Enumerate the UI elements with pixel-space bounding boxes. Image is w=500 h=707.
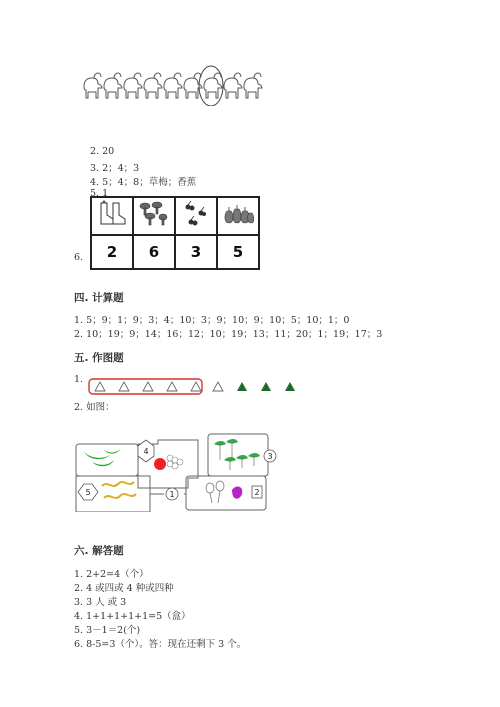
answer-5: 5. 1 bbox=[90, 188, 109, 199]
count-socks: 2 bbox=[91, 235, 133, 269]
triangle-row bbox=[88, 378, 303, 396]
grapes-icon bbox=[167, 455, 183, 469]
filled-triangle-icon bbox=[237, 382, 247, 391]
dog-icon bbox=[124, 73, 142, 98]
section-4-heading: 四. 计算题 bbox=[74, 292, 124, 304]
pear-cell bbox=[217, 197, 259, 235]
section-6-line-4: 4. 1+1+1+1+1=5（盒） bbox=[74, 611, 191, 622]
hollow-triangle-icon bbox=[95, 382, 105, 391]
answer-2: 2. 20 bbox=[90, 146, 115, 157]
label-5: 5 bbox=[85, 488, 91, 497]
section-6-line-1: 1. 2+2=4（个） bbox=[74, 569, 149, 580]
label-4: 4 bbox=[143, 447, 149, 456]
dog-icon bbox=[204, 73, 222, 98]
purple-balloon-icon bbox=[232, 487, 242, 499]
answer-3: 3. 2；4；3 bbox=[90, 163, 140, 174]
section-6-heading: 六. 解答题 bbox=[74, 545, 124, 557]
mushroom-cell bbox=[133, 197, 175, 235]
circled-dog-ring bbox=[199, 66, 223, 106]
answer-6-label: 6. bbox=[74, 252, 84, 263]
vegetables-icon bbox=[84, 449, 120, 466]
hollow-triangle-icon bbox=[213, 382, 223, 391]
label-1: 1 bbox=[169, 490, 175, 499]
count-pears: 5 bbox=[217, 235, 259, 269]
dog-icon bbox=[164, 73, 182, 98]
section-5-line-1-label: 1. bbox=[74, 374, 84, 385]
count-cherries: 3 bbox=[175, 235, 217, 269]
classification-diagram bbox=[74, 432, 284, 512]
dog-icon bbox=[84, 73, 102, 98]
label-2: 2 bbox=[254, 488, 260, 497]
dog-icon bbox=[244, 73, 262, 98]
filled-triangle-icon bbox=[285, 382, 295, 391]
region-vegetables bbox=[76, 444, 138, 476]
cherry-icon bbox=[179, 199, 213, 229]
socks-icon bbox=[95, 199, 129, 229]
balloons-icon bbox=[206, 481, 224, 503]
hollow-triangle-icon bbox=[143, 382, 153, 391]
dog-row-illustration bbox=[80, 62, 270, 106]
count-mushrooms: 6 bbox=[133, 235, 175, 269]
section-6-line-6: 6. 8-5=3（个）。答：现在还剩下 3 个。 bbox=[74, 639, 247, 650]
pear-icon bbox=[221, 199, 255, 229]
hollow-triangle-icon bbox=[191, 382, 201, 391]
dog-icon bbox=[144, 73, 162, 98]
mushroom-icon bbox=[137, 199, 171, 229]
hollow-triangle-icon bbox=[119, 382, 129, 391]
cherry-cell bbox=[175, 197, 217, 235]
hollow-triangle-icon bbox=[167, 382, 177, 391]
socks-cell bbox=[91, 197, 133, 235]
section-4-line-1: 1. 5；9；1；9；3；4；10；3；9；10；9；10；5；10；1；0 bbox=[74, 315, 350, 326]
section-6-line-3: 3. 3 人 或 3 bbox=[74, 597, 127, 608]
section-4-line-2: 2. 10；19；9；14；16；12；10；19；13；11；20；1；19；17；3 bbox=[74, 329, 383, 340]
section-5-heading: 五. 作图题 bbox=[74, 352, 124, 364]
label-3: 3 bbox=[267, 452, 273, 461]
dog-icon bbox=[104, 73, 122, 98]
filled-triangle-icon bbox=[261, 382, 271, 391]
answer-4: 4. 5；4；8；草梅；香蕉 bbox=[90, 177, 197, 188]
section-6-line-5: 5. 3－1＝2(个) bbox=[74, 625, 141, 636]
section-5-line-2: 2. 如图： bbox=[74, 402, 115, 413]
worm-icon bbox=[102, 482, 136, 498]
apple-icon bbox=[154, 458, 166, 470]
section-6-line-2: 2. 4 或四或 4 种或四种 bbox=[74, 583, 174, 594]
dog-icon bbox=[224, 73, 242, 98]
flowers-icon bbox=[214, 439, 260, 462]
counting-table bbox=[90, 196, 260, 270]
